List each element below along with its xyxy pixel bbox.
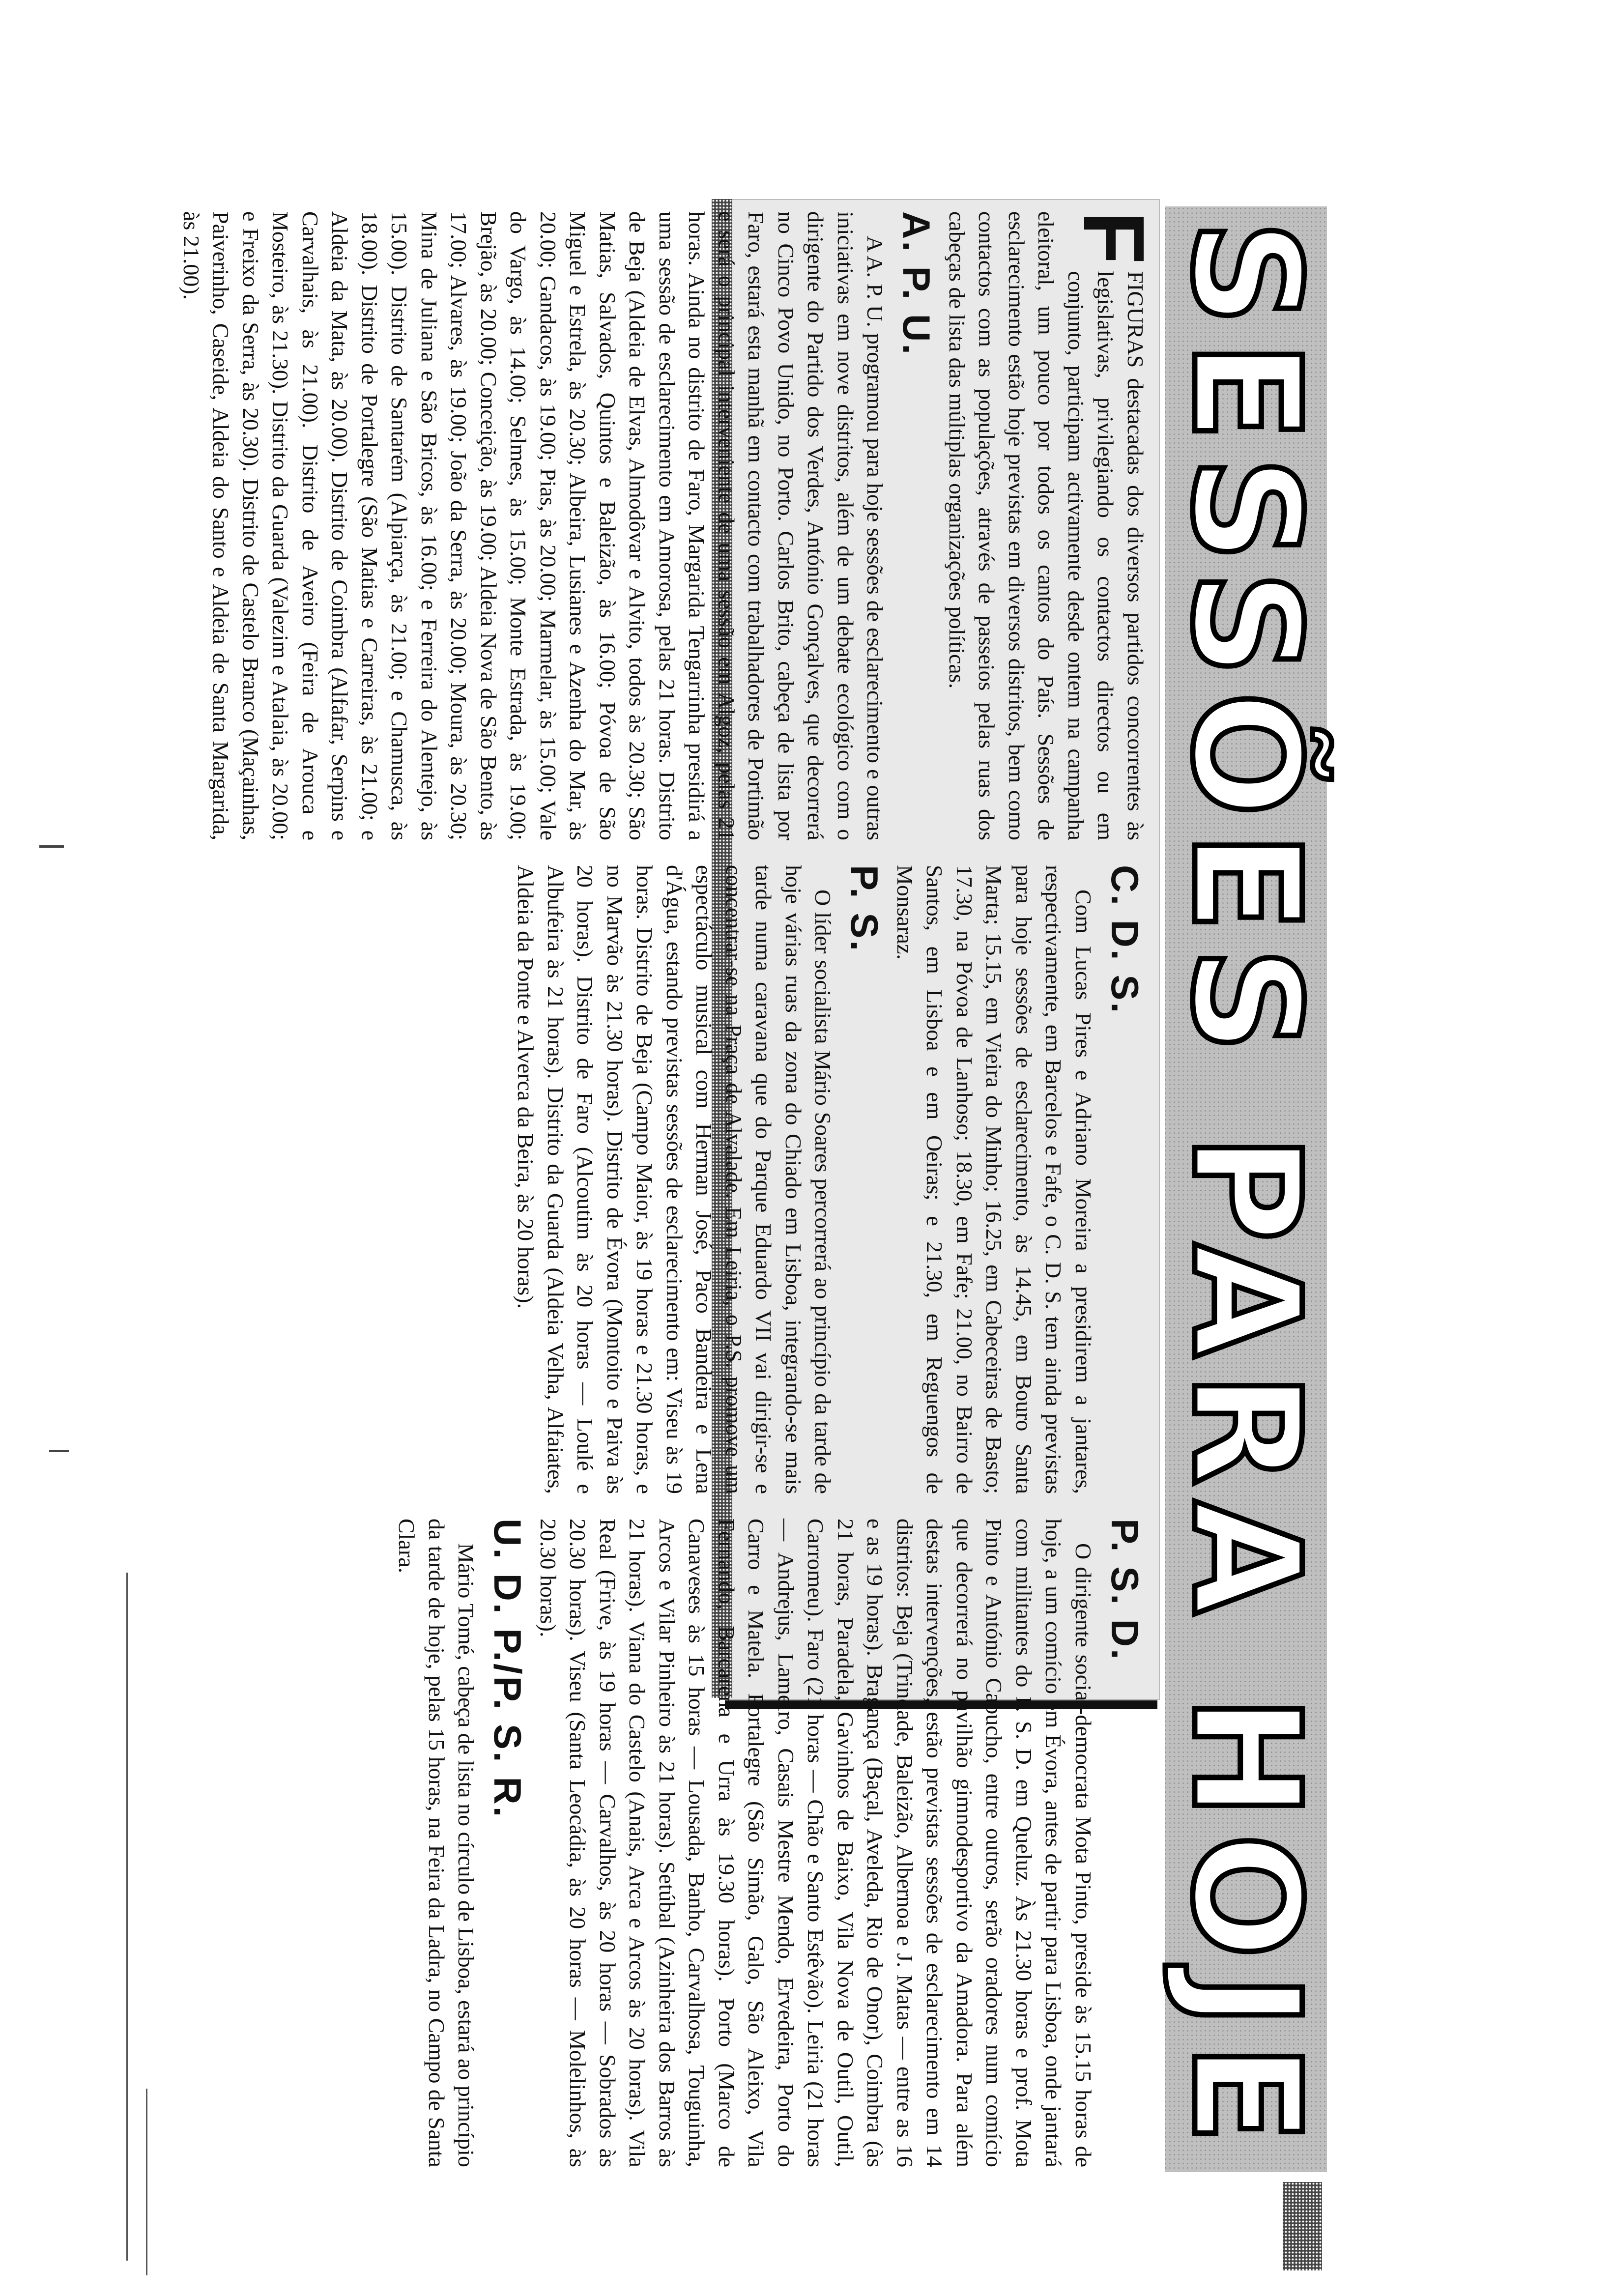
intro-paragraph <box>942 211 1162 840</box>
scan-mark <box>49 1450 69 1452</box>
udp-psr-paragraph: Mário Tomé, cabeça de lista no círculo de Lisboa, estará ao princípio da tarde de hoje, pelas 15 horas, na Feira da Ladra, no Campo de Santa Clara. <box>394 1519 479 2167</box>
cds-paragraph: Com Lucas Pires e Adriano Moreira a presidirem a jantares, respectivamente, em Barcelos e Fafe, o C. D. S. tem ainda previstas para hoje sessões de esclarecimento, às 14.45, em Bouro Santa Marta; 15.15, em Vieira do Minho; 16.25, em Cabeceiras de Basto; 17.30, na Póvoa de Lanhoso; 18.30, em Fafe; 21.00, no Bairro de Santos, em Lisboa e em Oeiras; e 21.30, em Reguengos de Monsaraz. <box>892 865 1096 1494</box>
scan-border <box>126 1573 128 2261</box>
speckle-mark <box>1283 2182 1322 2270</box>
scan-mark <box>39 845 64 848</box>
column-1 <box>179 211 1162 840</box>
section-heading-ps: P. S. <box>843 865 887 953</box>
headline-banner <box>1160 206 1332 2172</box>
headline: SESSÕES PARA HOJE <box>1160 220 1332 2159</box>
section-heading-udp-psr: U. D. P./P. S. R. <box>486 1519 530 1819</box>
section-heading-apu: A. P. U. <box>895 211 939 356</box>
apu-paragraph: A A. P. U. programou para hoje sessões de esclarecimento e outras iniciativas em nove distritos, além de um debate ecológico com o dirigente do Partido dos Verdes, António Gonçalves, que decorrerá no Cinco Povo Unido, no Porto. Carlos Brito, cabeça de lista por Faro, estará esta manhã em contacto com trabalhadores de Portimão e será o principal interveniente de uma sessão em Algoz, pelas 21 horas. Ainda no distrito de Faro, Margarida Tengarrinha presidirá a uma sessão de esclarecimento em Amorosa, pelas 21 horas. Distrito de Beja (Aldeia de Elvas, Almodôvar e Alvito, todos às 20.30; São Matias, Salvados, Quintos e Baleizão, às 16.00; Póvoa de São Miguel e Estrela, às 20.30; Albeira, Lusianes e Azenha do Mar, às 20.00; Gandacos, às 19.00; Pias, às 20.00; Marmelar, às 15.00; Vale do Vargo, às 14.00; Selmes, às 15.00; Monte Estrada, às 19.00; Brejão, às 20.00; Conceição, às 19.00; Aldeia Nova de São Bento, às 17.00; Alvares, às 19.00; João da Serra, às 20.00; Moura, às 20.30; Mina de Juliana e São Bricos, às 16.00; e Ferreira do Alentejo, às 15.00). Distrito de Santarém (Alpiarça, às 21.00; e Chamusca, às 18.00). Distrito de Portalegre (São Matias e Carreiras, às 21.00; e Aldeia da Mata, às 20.00). Distrito de Coimbra (Alfafar, Serpins e Carvalhais, às 21.00). Distrito de Aveiro (Feira de Arouca e Mosteiro, às 21.30). Distrito da Guarda (Valezim e Atalaia, às 20.00; e Freixo da Serra, às 20.30). Distrito de Castelo Branco (Maçainhas, Paiverinho, Caseide, Aldeia do Santo e Aldeia de Santa Margarida, às 21.00). <box>179 211 888 840</box>
column-3 <box>167 1519 1150 2167</box>
ps-paragraph: O líder socialista Mário Soares percorrerá ao princípio da tarde de hoje várias ruas da zona do Chiado em Lisboa, integrando-se mais tarde numa caravana que do Parque Eduardo VII vai dirigir-se e concentrar-se na Praça de Alvalade. Em Leiria, o P.S. promove um espectáculo musical com Herman José, Paco Bandeira e Lena d'Água, estando previstas sessões de esclarecimento em: Viseu às 19 horas. Distrito de Beja (Campo Maior, às 19 horas e 21.30 horas, e no Marvão às 21.30 horas). Distrito de Évora (Montoito e Paiva às 20 horas). Distrito de Faro (Alcoutim às 20 horas — Loulé e Albufeira às 21 horas). Distrito da Guarda (Aldeia Velha, Alfaiates, Aldeia da Ponte e Alverca da Beira, às 20 horas). <box>513 865 836 1494</box>
scan-border <box>146 2089 147 2275</box>
column-2 <box>285 865 1150 1494</box>
intro-text: FIGURAS destacadas dos diversos partidos concorrentes às legislativas, privilegiando os contactos directos ou em conjunto, participam activamente desde ontem na campanha eleitoral, um pouco por todos os cantos do País. Sessões de esclarecimento estão hoje previstas em diversos distritos, bem como contactos com as populações, através de passeios pelas ruas dos cabeças de lista das múltiplas organizações políticas. <box>945 211 1148 840</box>
drop-cap: F <box>1065 211 1162 264</box>
section-heading-psd: P. S. D. <box>1103 1519 1147 1662</box>
section-heading-cds: C. D. S. <box>1103 865 1147 1015</box>
psd-paragraph: O dirigente social-democrata Mota Pinto, preside às 15.15 horas de hoje, a um comício em Évora, antes de partir para Lisboa, onde jantará com militantes do P. S. D. em Queluz. Às 21.30 horas e prof. Mota Pinto e António Capucho, entre outros, serão oradores num comício que decorrerá no pavilhão gimnodesportivo da Amadora. Para além destas intervenções, estão previstas sessões de esclarecimento em 14 distritos: Beja (Trindade, Baleizão, Albernoa e J. Matas — entre as 16 e as 19 horas). Bragança (Baçal, Aveleda, Rio de Onor), Coimbra (às 21 horas, Paradela, Gavinhos de Baixo, Vila Nova de Outil, Outil, Carromeu). Faro (21 horas — Chão e Santo Estêvão). Leiria (21 horas — Andrejus, Lameiro, Casais Mestre Mendo, Ervedeira, Porto do Carro e Matela. Portalegre (São Simão, Galo, São Aleixo, Vila Fernando, Barcarena e Urra às 19.30 horas). Porto (Marco de Canaveses às 15 horas — Lousada, Banho, Carvalhosa, Touguinha, Arcos e Vilar Pinheiro às 21 horas). Setúbal (Azinheira dos Barros às 21 horas). Viana do Castelo (Anais, Arca e Arcos às 20 horas). Vila Real (Frive, às 19 horas — Carvalhos, às 20 horas — Sobrados às 20.30 horas). Viseu (Santa Leocádia, às 20 horas — Molelinhos, às 20.30 horas). <box>536 1519 1096 2167</box>
